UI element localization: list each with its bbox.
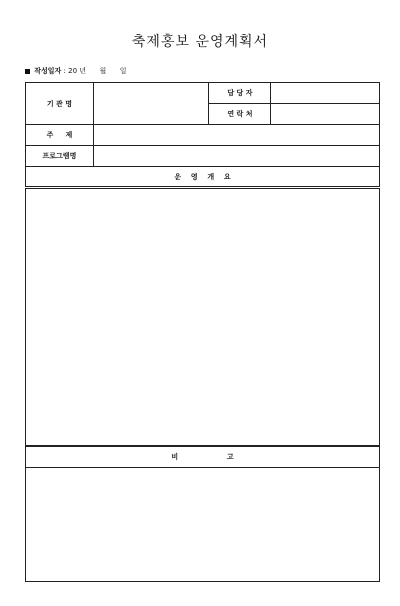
date-year-unit: 년: [79, 67, 87, 75]
manager-field[interactable]: [271, 83, 380, 104]
date-colon: :: [63, 67, 66, 75]
agency-field[interactable]: [93, 83, 209, 125]
date-day-unit: 일: [119, 67, 127, 75]
agency-label: 기 관 명: [26, 83, 94, 125]
program-label: 프로그램명: [26, 146, 94, 167]
info-table: [25, 82, 380, 187]
subject-field[interactable]: [93, 125, 379, 146]
remarks-table: [25, 446, 380, 468]
program-field[interactable]: [93, 146, 379, 167]
subject-label: 주 제: [26, 125, 94, 146]
contact-label: 연 락 처: [209, 104, 271, 125]
manager-label: 담 당 자: [209, 83, 271, 104]
date-year-prefix[interactable]: 20: [68, 67, 78, 75]
date-label: 작성일자: [34, 67, 62, 75]
document-title: 축제홍보 운영계획서: [131, 34, 269, 50]
square-bullet-icon: [25, 69, 30, 74]
date-line: [25, 66, 127, 76]
remarks-content-area[interactable]: [25, 467, 380, 582]
date-month-unit: 월: [99, 67, 107, 75]
overview-header: 운 영 개 요: [26, 167, 380, 187]
overview-content-area[interactable]: [25, 188, 380, 446]
remarks-header: 비 고: [26, 447, 380, 468]
contact-field[interactable]: [271, 104, 380, 125]
